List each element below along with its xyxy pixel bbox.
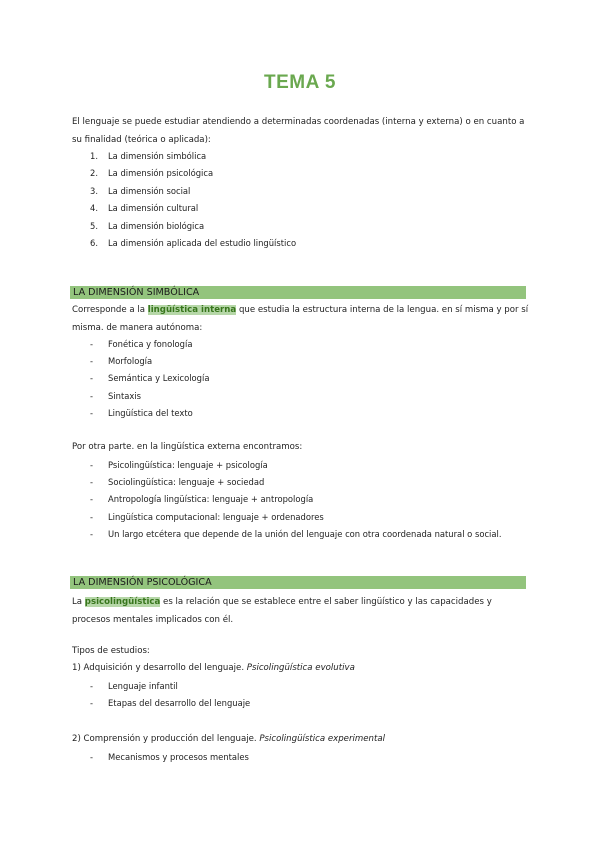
list-item: - Fonética y fonología	[90, 339, 193, 349]
list-item: - Psicolingüística: lenguaje + psicología	[90, 460, 268, 470]
study-type-2: 2) Comprensión y producción del lenguaje. Psicolingüística experimental	[72, 734, 386, 744]
section-heading-psicologica: LA DIMENSIÓN PSICOLÓGICA	[70, 576, 526, 589]
list-item: 2. La dimensión psicológica	[90, 168, 214, 179]
list-item: - Sociolingüística: lenguaje + sociedad	[90, 477, 265, 488]
section-heading-simbolica: LA DIMENSIÓN SIMBÓLICA	[70, 286, 526, 299]
internal-linguistics-list	[90, 336, 209, 422]
list-item: - Semántica y Lexicología	[90, 373, 210, 384]
highlight-term: lingüística interna	[147, 305, 237, 315]
list-item: - Lingüística computacional: lenguaje + ordenadores	[90, 511, 324, 522]
list-item: - Lingüística del texto	[90, 407, 193, 418]
list-item: - Un largo etcétera que depende de la unión del lenguaje con otra coordenada natural o social.	[90, 528, 502, 539]
list-item: - Mecanismos y procesos mentales	[90, 752, 249, 762]
page-title: TEMA 5	[264, 72, 336, 93]
list-item: - Antropología lingüística: lenguaje + antropología	[90, 494, 314, 505]
study-type-2-list	[90, 749, 249, 766]
highlight-term: psicolingüística	[84, 597, 161, 607]
psicologica-paragraph: La psicolingüística es la relación que se establece entre el saber lingüístico y las capacidades y procesos mentales implicados con él.	[72, 597, 492, 625]
list-item: 6. La dimensión aplicada del estudio lingüístico	[90, 238, 297, 249]
list-item: - Etapas del desarrollo del lenguaje	[90, 698, 251, 709]
external-intro: Por otra parte. en la lingüística externa encontramos:	[72, 442, 303, 452]
list-item: 1. La dimensión simbólica	[90, 151, 207, 161]
simbolica-paragraph: Corresponde a la lingüística interna que estudia la estructura interna de la lengua. en sí misma y por sí misma. de manera autónoma:	[72, 305, 529, 333]
study-type-1-list	[90, 678, 250, 712]
list-item: 4. La dimensión cultural	[90, 203, 199, 214]
list-item: 5. La dimensión biológica	[90, 220, 205, 231]
intro-paragraph: El lenguaje se puede estudiar atendiendo a determinadas coordenadas (interna y externa) o en cuanto a su finalidad (teórica o aplicada):	[72, 117, 525, 145]
list-item: 3. La dimensión social	[90, 185, 191, 196]
study-types-label: Tipos de estudios:	[72, 646, 150, 656]
list-item: - Morfología	[90, 356, 153, 367]
study-type-1: 1) Adquisición y desarrollo del lenguaje. Psicolingüística evolutiva	[72, 663, 355, 673]
list-item: - Lenguaje infantil	[90, 681, 178, 691]
external-linguistics-list	[90, 457, 502, 543]
list-item: - Sintaxis	[90, 390, 142, 401]
dimensions-list	[90, 148, 296, 252]
